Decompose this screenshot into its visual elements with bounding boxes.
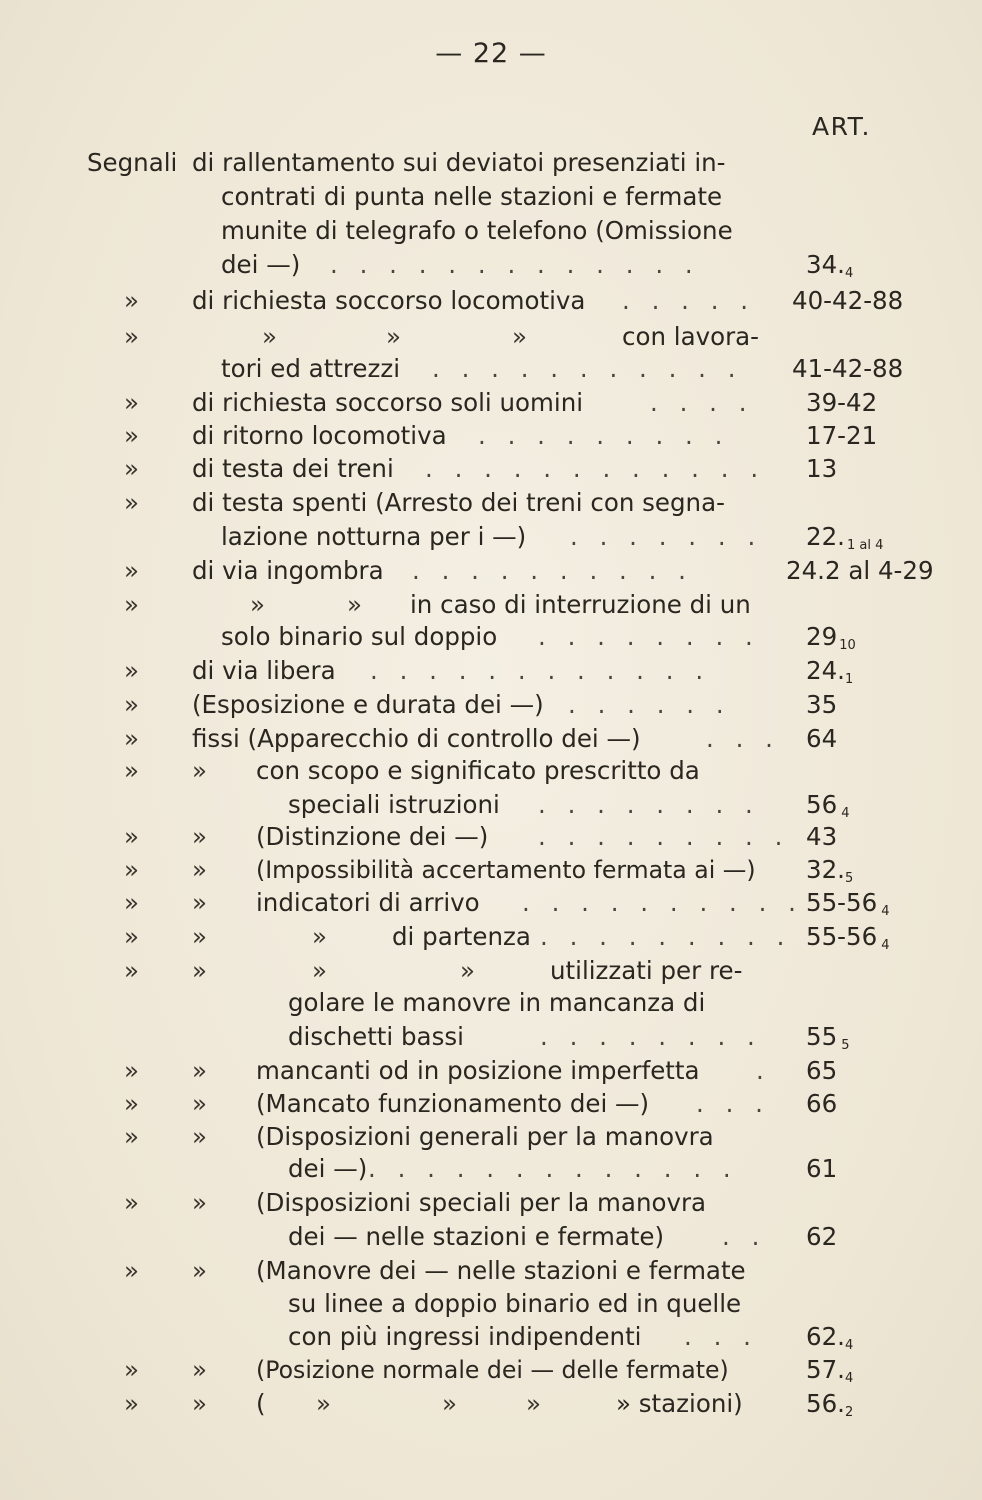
entry-text: utilizzati per re- — [550, 956, 743, 985]
ditto-mark: » — [124, 421, 139, 450]
ditto-mark: » — [250, 590, 265, 619]
leader-dots: . . . . . . . . . — [478, 421, 730, 450]
ditto-mark: » — [347, 590, 362, 619]
ditto-mark: » — [124, 888, 139, 917]
leader-dots: . . . — [696, 1089, 770, 1118]
entry-text: (Disposizioni generali per la manovra — [256, 1122, 714, 1151]
leader-dots: . . . — [684, 1322, 758, 1351]
ditto-mark: » — [124, 1389, 139, 1418]
entry-text: speciali istruzioni — [288, 790, 500, 819]
entry-text: di testa spenti (Arresto dei treni con segna- — [192, 488, 725, 517]
leader-dots: . . . . . . . . . . . . . — [330, 250, 700, 279]
article-ref: 55-56 4 — [806, 888, 890, 919]
ditto-mark: » — [192, 756, 207, 785]
article-ref: 13 — [806, 454, 838, 483]
index-line — [0, 853, 982, 887]
index-line — [0, 486, 982, 520]
ditto-mark: » — [192, 1089, 207, 1118]
leader-dots: . . . . . . . . — [538, 622, 760, 651]
leader-dots: . . . . . . . . . . — [412, 556, 693, 585]
entry-text: tori ed attrezzi — [221, 354, 401, 383]
entry-text: fissi (Apparecchio di controllo dei —) — [192, 724, 641, 753]
index-line — [0, 1152, 982, 1186]
ditto-mark: » — [460, 956, 475, 985]
leader-dots: . . . . . . . . . — [540, 922, 792, 951]
article-ref: 32.5 — [806, 855, 854, 886]
ditto-mark: » — [192, 1122, 207, 1151]
leader-dots: . . . . . . . . . . . . — [425, 454, 766, 483]
entry-text: di ritorno locomotiva — [192, 421, 447, 450]
entry-text: (Mancato funzionamento dei —) — [256, 1089, 650, 1118]
index-line — [0, 788, 982, 822]
ditto-mark: » — [192, 1389, 207, 1418]
entry-text: lazione notturna per i —) — [221, 522, 527, 551]
index-line — [0, 754, 982, 788]
index-line — [0, 1020, 982, 1054]
ditto-mark: » — [192, 888, 207, 917]
entry-text: dei —) — [288, 1154, 368, 1183]
index-line — [0, 1220, 982, 1254]
article-ref: 57.4 — [806, 1355, 854, 1386]
entry-text: (Manovre dei — nelle stazioni e fermate — [256, 1256, 746, 1285]
entry-text: (Impossibilità accertamento fermata ai —) — [256, 856, 756, 884]
index-line — [0, 1320, 982, 1354]
leader-dots: . . . . — [650, 388, 754, 417]
index-line — [0, 214, 982, 248]
index-line — [0, 248, 982, 282]
page-number: — 22 — — [435, 38, 547, 69]
article-ref: 62.4 — [806, 1322, 854, 1353]
article-ref: 34.4 — [806, 250, 854, 281]
entry-lead: Segnali — [87, 148, 178, 177]
entry-text: di testa dei treni — [192, 454, 394, 483]
index-line — [0, 284, 982, 318]
index-line — [0, 419, 982, 453]
leader-dots: . — [756, 1056, 771, 1085]
column-header-art: ART. — [812, 112, 871, 141]
article-ref: 64 — [806, 724, 838, 753]
article-ref: 17-21 — [806, 421, 878, 450]
article-ref: 40-42-88 — [792, 286, 904, 315]
article-ref: 56.2 — [806, 1389, 854, 1420]
index-line — [0, 820, 982, 854]
ditto-mark: » — [386, 322, 401, 351]
ditto-mark: » — [124, 454, 139, 483]
entry-text: dischetti bassi — [288, 1022, 464, 1051]
ditto-mark: » — [124, 1355, 139, 1384]
ditto-mark: » — [192, 1256, 207, 1285]
ditto-mark: » — [312, 956, 327, 985]
entry-text: di via libera — [192, 656, 336, 685]
index-line — [0, 1353, 982, 1387]
entry-text: » stazioni) — [616, 1389, 743, 1418]
ditto-mark: » — [124, 822, 139, 851]
index-line — [0, 1120, 982, 1154]
ditto-mark: » — [124, 1122, 139, 1151]
index-line — [0, 654, 982, 688]
index-line — [0, 1186, 982, 1220]
index-line — [0, 886, 982, 920]
ditto-mark: » — [192, 822, 207, 851]
index-line — [0, 954, 982, 988]
index-line — [0, 452, 982, 486]
index-line — [0, 986, 982, 1020]
leader-dots: . . . . . . . . — [538, 790, 760, 819]
article-ref: 43 — [806, 822, 838, 851]
ditto-mark: » — [124, 690, 139, 719]
index-line — [0, 620, 982, 654]
entry-text: di partenza — [392, 922, 531, 951]
entry-text: (Disposizioni speciali per la manovra — [256, 1188, 707, 1217]
ditto-mark: » — [124, 322, 139, 351]
leader-dots: . . . . . . . . — [540, 1022, 762, 1051]
ditto-mark: » — [124, 656, 139, 685]
article-ref: 55 5 — [806, 1022, 850, 1053]
entry-text: (Distinzione dei —) — [256, 822, 489, 851]
ditto-mark: » — [124, 1056, 139, 1085]
leader-dots: . . . . . . . . . . . — [432, 354, 743, 383]
ditto-mark: » — [124, 488, 139, 517]
entry-text: munite di telegrafo o telefono (Omissione — [221, 216, 733, 245]
ditto-mark: » — [442, 1389, 457, 1418]
leader-dots: . . . . . . . — [570, 522, 763, 551]
article-ref: 24.2 al 4-29 — [786, 556, 934, 585]
ditto-mark: » — [124, 590, 139, 619]
entry-text: (Esposizione e durata dei —) — [192, 690, 544, 719]
ditto-mark: » — [124, 922, 139, 951]
index-line — [0, 1387, 982, 1421]
index-line — [0, 320, 982, 354]
leader-dots: . . . . . . . . . . . . — [370, 656, 711, 685]
ditto-mark: » — [124, 956, 139, 985]
ditto-mark: » — [124, 756, 139, 785]
entry-text: dei — nelle stazioni e fermate) — [288, 1222, 665, 1251]
ditto-mark: » — [192, 956, 207, 985]
article-ref: 66 — [806, 1089, 838, 1118]
entry-text: con scopo e significato prescritto da — [256, 756, 700, 785]
index-line — [0, 920, 982, 954]
leader-dots: . . . . . . . . . . — [522, 888, 803, 917]
article-ref: 22. 1 al 4 — [806, 522, 884, 553]
article-ref: 41-42-88 — [792, 354, 904, 383]
index-line — [0, 588, 982, 622]
entry-text: contrati di punta nelle stazioni e fermate — [221, 182, 723, 211]
ditto-mark: » — [192, 855, 207, 884]
entry-text: in caso di interruzione di un — [410, 590, 751, 619]
entry-text: indicatori di arrivo — [256, 888, 480, 917]
ditto-mark: » — [124, 1256, 139, 1285]
index-line — [0, 1087, 982, 1121]
article-ref: 55-56 4 — [806, 922, 890, 953]
ditto-mark: » — [192, 1056, 207, 1085]
article-ref: 61 — [806, 1154, 838, 1183]
ditto-mark: » — [124, 388, 139, 417]
ditto-mark: » — [124, 556, 139, 585]
ditto-mark: » — [124, 724, 139, 753]
ditto-mark: » — [192, 1188, 207, 1217]
index-line — [0, 520, 982, 554]
entry-text: (Posizione normale dei — delle fermate) — [256, 1356, 729, 1384]
ditto-mark: » — [316, 1389, 331, 1418]
ditto-mark: » — [312, 922, 327, 951]
index-line — [0, 146, 982, 180]
article-ref: 62 — [806, 1222, 838, 1251]
index-line — [0, 1287, 982, 1321]
index-line — [0, 180, 982, 214]
entry-text: di via ingombra — [192, 556, 384, 585]
leader-dots: . . . — [706, 724, 780, 753]
leader-dots: . . — [722, 1222, 767, 1251]
index-line — [0, 1054, 982, 1088]
index-line — [0, 352, 982, 386]
entry-text: su linee a doppio binario ed in quelle — [288, 1289, 742, 1318]
ditto-mark: » — [262, 322, 277, 351]
entry-text: di richiesta soccorso soli uomini — [192, 388, 584, 417]
index-line — [0, 386, 982, 420]
entry-text: solo binario sul doppio — [221, 622, 498, 651]
leader-dots: . . . . . . . . . — [538, 822, 790, 851]
article-ref: 65 — [806, 1056, 838, 1085]
index-line — [0, 688, 982, 722]
entry-text: golare le manovre in mancanza di — [288, 988, 706, 1017]
index-line — [0, 1254, 982, 1288]
ditto-mark: » — [124, 1188, 139, 1217]
ditto-mark: » — [192, 1355, 207, 1384]
entry-text: con lavora- — [622, 322, 760, 351]
entry-text: ( — [256, 1389, 266, 1418]
entry-text: di rallentamento sui deviatoi presenziati in- — [192, 148, 726, 177]
ditto-mark: » — [192, 922, 207, 951]
ditto-mark: » — [124, 286, 139, 315]
ditto-mark: » — [512, 322, 527, 351]
entry-text: dei —) — [221, 250, 301, 279]
entry-text: con più ingressi indipendenti — [288, 1322, 642, 1351]
ditto-mark: » — [526, 1389, 541, 1418]
leader-dots: . . . . . . . . . . . . . — [368, 1154, 738, 1183]
ditto-mark: » — [124, 1089, 139, 1118]
entry-text: di richiesta soccorso locomotiva — [192, 286, 586, 315]
entry-text: mancanti od in posizione imperfetta — [256, 1056, 700, 1085]
article-ref: 24.1 — [806, 656, 854, 687]
article-ref: 35 — [806, 690, 838, 719]
article-ref: 56 4 — [806, 790, 850, 821]
index-line — [0, 722, 982, 756]
article-ref: 29 10 — [806, 622, 856, 653]
article-ref: 39-42 — [806, 388, 878, 417]
index-line — [0, 554, 982, 588]
leader-dots: . . . . . . — [568, 690, 731, 719]
ditto-mark: » — [124, 855, 139, 884]
leader-dots: . . . . . — [622, 286, 756, 315]
